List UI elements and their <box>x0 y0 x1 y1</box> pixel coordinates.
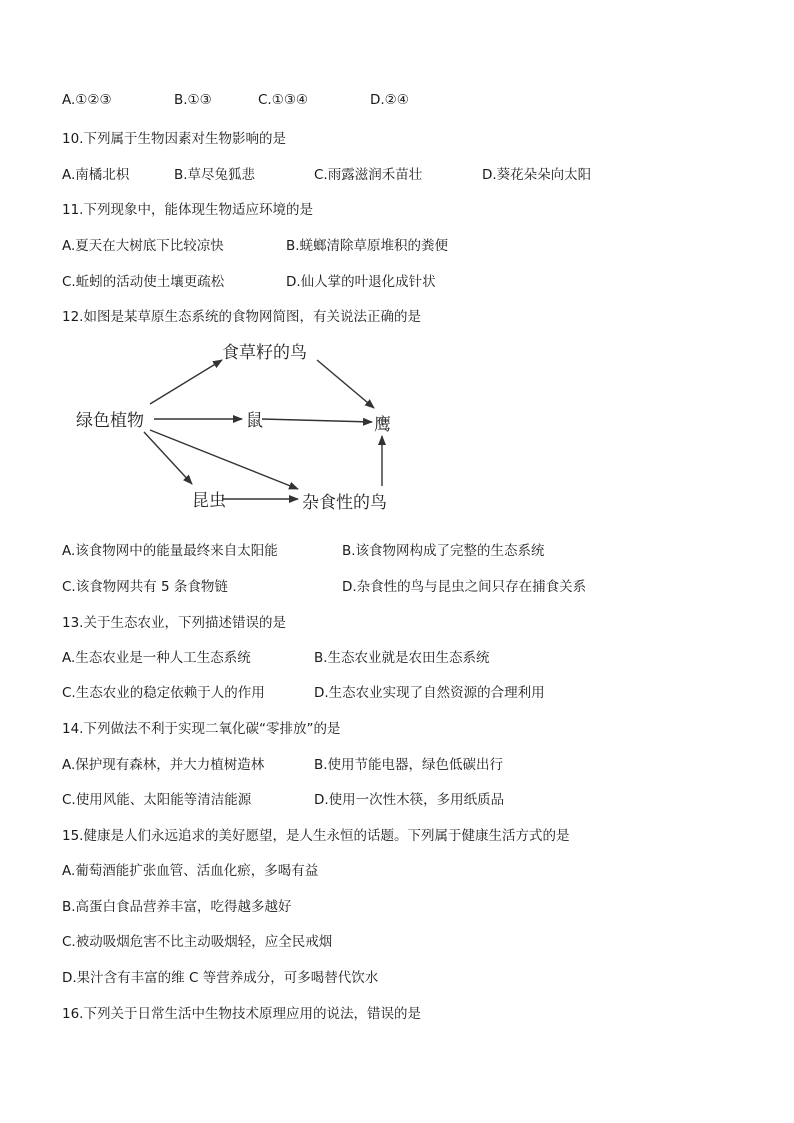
q12-option-c: C.该食物网共有 5 条食物链 <box>62 579 228 595</box>
arrow-plant-to-insect <box>144 432 192 484</box>
arrow-seedbird-to-hawk <box>317 360 374 408</box>
node-omnivorous-bird: 杂食性的鸟 <box>302 493 387 513</box>
q15-option-a: A.葡萄酒能扩张血管、活血化瘀，多喝有益 <box>62 863 319 879</box>
q12-option-d: D.杂食性的鸟与昆虫之间只存在捕食关系 <box>342 579 587 595</box>
q12-stem: 12.如图是某草原生态系统的食物网简图，有关说法正确的是 <box>62 309 421 325</box>
q15-option-b: B.高蛋白食品营养丰富，吃得越多越好 <box>62 899 292 915</box>
q14-option-b: B.使用节能电器，绿色低碳出行 <box>314 757 504 773</box>
q9-option-c: C.①③④ <box>258 92 309 108</box>
q13-option-c: C.生态农业的稳定依赖于人的作用 <box>62 685 265 701</box>
food-web-diagram <box>62 336 402 516</box>
node-hawk: 鹰 <box>374 415 391 435</box>
q14-option-d: D.使用一次性木筷，多用纸质品 <box>314 792 505 808</box>
q10-stem: 10.下列属于生物因素对生物影响的是 <box>62 131 286 147</box>
arrow-plant-to-omnibird <box>150 430 298 489</box>
q15-stem: 15.健康是人们永远追求的美好愿望，是人生永恒的话题。下列属于健康生活方式的是 <box>62 828 570 844</box>
q14-stem: 14.下列做法不利于实现二氧化碳“零排放”的是 <box>62 721 341 737</box>
arrow-plant-to-seedbird <box>150 360 222 404</box>
q9-option-a: A.①②③ <box>62 92 112 108</box>
q13-option-a: A.生态农业是一种人工生态系统 <box>62 650 251 666</box>
node-mouse: 鼠 <box>246 411 263 431</box>
q11-option-a: A.夏天在大树底下比较凉快 <box>62 238 224 254</box>
q11-option-b: B.蜣螂清除草原堆积的粪便 <box>286 238 449 254</box>
q12-option-b: B.该食物网构成了完整的生态系统 <box>342 543 545 559</box>
node-green-plant: 绿色植物 <box>76 411 144 431</box>
q11-option-c: C.蚯蚓的活动使土壤更疏松 <box>62 274 225 290</box>
q15-option-d: D.果汁含有丰富的维 C 等营养成分，可多喝替代饮水 <box>62 970 379 986</box>
q9-option-b: B.①③ <box>174 92 212 108</box>
q14-option-c: C.使用风能、太阳能等清洁能源 <box>62 792 252 808</box>
q16-stem: 16.下列关于日常生活中生物技术原理应用的说法，错误的是 <box>62 1006 421 1022</box>
node-insect: 昆虫 <box>192 491 226 511</box>
q9-option-d: D.②④ <box>370 92 409 108</box>
q13-option-d: D.生态农业实现了自然资源的合理利用 <box>314 685 545 701</box>
q13-option-b: B.生态农业就是农田生态系统 <box>314 650 490 666</box>
q11-stem: 11.下列现象中，能体现生物适应环境的是 <box>62 202 313 218</box>
q10-option-c: C.雨露滋润禾苗壮 <box>314 167 423 183</box>
q14-option-a: A.保护现有森林，并大力植树造林 <box>62 757 265 773</box>
arrow-mouse-to-hawk <box>262 419 372 422</box>
q11-option-d: D.仙人掌的叶退化成针状 <box>286 274 436 290</box>
q12-option-a: A.该食物网中的能量最终来自太阳能 <box>62 543 278 559</box>
node-seed-eating-bird: 食草籽的鸟 <box>222 343 307 363</box>
q10-option-a: A.南橘北枳 <box>62 167 130 183</box>
q10-option-b: B.草尽兔狐悲 <box>174 167 256 183</box>
q15-option-c: C.被动吸烟危害不比主动吸烟轻，应全民戒烟 <box>62 934 333 950</box>
q13-stem: 13.关于生态农业，下列描述错误的是 <box>62 615 286 631</box>
q10-option-d: D.葵花朵朵向太阳 <box>482 167 592 183</box>
